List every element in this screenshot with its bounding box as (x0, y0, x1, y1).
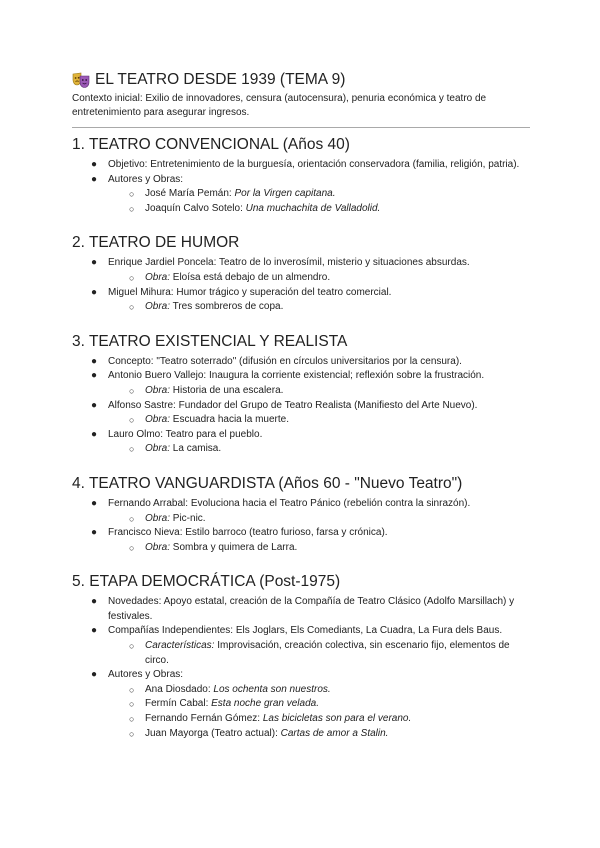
section-1-list (72, 158, 530, 216)
sub-list-item (108, 727, 530, 742)
sub-list-item (108, 384, 530, 399)
list-item (72, 428, 530, 457)
sublist (108, 271, 530, 286)
work-title: Las bicicletas son para el verano. (262, 713, 412, 725)
sublist (108, 683, 530, 741)
list-item (72, 497, 530, 526)
list-item (72, 286, 530, 315)
work-title: Una muchachita de Valladolid. (245, 202, 381, 214)
sub-list-item (108, 541, 530, 556)
bullet-disc: ● (91, 399, 98, 411)
work-text: Tres sombreros de copa. (170, 301, 284, 313)
section-3-heading: 3. TEATRO EXISTENCIAL Y REALISTA (72, 332, 348, 350)
bullet-circle: ○ (129, 684, 135, 695)
work-title: Los ochenta son nuestros. (213, 683, 331, 695)
sublist (108, 187, 530, 216)
work-label: Obra: (145, 541, 171, 553)
section-1-heading: 1. TEATRO CONVENCIONAL (Años 40) (72, 136, 350, 153)
bullet-circle: ○ (129, 302, 135, 313)
characteristics-label: Características: (145, 640, 215, 652)
list-item-text: Autores y Obras: (108, 173, 184, 185)
work-title: Cartas de amor a Stalin. (280, 727, 389, 739)
bullet-circle: ○ (129, 203, 135, 214)
sub-list-item (108, 271, 530, 286)
author-name: Ana Diosdado: (145, 683, 214, 695)
bullet-circle: ○ (129, 444, 135, 455)
bullet-circle: ○ (129, 272, 135, 283)
section-5-heading: 5. ETAPA DEMOCRÁTICA (Post-1975) (72, 573, 341, 591)
work-label: Obra: (145, 384, 171, 396)
sub-list-item (108, 187, 530, 202)
bullet-disc: ● (91, 286, 98, 298)
bullet-circle: ○ (129, 728, 135, 739)
document-title-text: EL TEATRO DESDE 1939 (TEMA 9) (95, 71, 346, 88)
list-item (72, 399, 530, 428)
bullet-disc: ● (91, 596, 98, 608)
list-item-text: Concepto: "Teatro soterrado" (difusión en círculos universitarios por la censura). (108, 355, 462, 367)
list-item (72, 158, 530, 173)
list-item-text: Novedades: Apoyo estatal, creación de la Compañía de Teatro Clásico (Adolfo Marsillach) y festivales. (108, 596, 515, 622)
work-text: Sombra y quimera de Larra. (170, 541, 298, 553)
sub-list-item (108, 639, 530, 668)
bullet-circle: ○ (129, 385, 135, 396)
bullet-disc: ● (91, 669, 98, 681)
divider (72, 127, 530, 128)
list-item (72, 355, 530, 370)
list-item (72, 173, 530, 217)
list-item (72, 624, 530, 668)
bullet-disc: ● (91, 159, 98, 170)
list-item-text: Alfonso Sastre: Fundador del Grupo de Teatro Realista (Manifiesto del Arte Nuevo). (108, 399, 478, 411)
list-item-text: Enrique Jardiel Poncela: Teatro de lo inverosímil, misterio y situaciones absurdas. (108, 257, 470, 269)
section-3-list (72, 355, 530, 457)
bullet-circle: ○ (129, 415, 135, 426)
author-name: Juan Mayorga (Teatro actual): (145, 727, 281, 739)
section-4-list (72, 497, 530, 555)
sublist (108, 512, 530, 527)
bullet-disc: ● (91, 527, 98, 539)
work-text: La camisa. (170, 443, 222, 455)
list-item (72, 256, 530, 285)
section-2-heading: 2. TEATRO DE HUMOR (72, 234, 240, 252)
sub-list-item (108, 712, 530, 727)
work-text: Pic-nic. (170, 512, 206, 524)
bullet-disc: ● (91, 428, 98, 440)
work-text: Escuadra hacia la muerte. (170, 414, 289, 426)
list-item (72, 369, 530, 398)
work-text: Historia de una escalera. (170, 384, 284, 396)
author-name: José María Pemán: (145, 188, 235, 200)
bullet-disc: ● (91, 173, 98, 185)
author-name: Fernando Fernán Gómez: (145, 713, 263, 725)
characteristics-text: Improvisación, creación colectiva, sin escenario fijo, elementos de circo. (145, 640, 510, 666)
bullet-circle: ○ (129, 641, 135, 652)
document-title (72, 70, 530, 90)
section-4-heading: 4. TEATRO VANGUARDISTA (Años 60 - "Nuevo Teatro") (72, 474, 463, 492)
sub-list-item (108, 683, 530, 698)
work-label: Obra: (145, 271, 171, 283)
bullet-disc: ● (91, 257, 98, 269)
list-item (72, 526, 530, 555)
sub-list-item (108, 442, 530, 457)
section-2-list (72, 256, 530, 314)
author-name: Joaquín Calvo Sotelo: (145, 202, 246, 214)
list-item-text: Autores y Obras: (108, 669, 184, 681)
bullet-circle: ○ (129, 542, 135, 553)
work-label: Obra: (145, 512, 171, 524)
sublist (108, 384, 530, 399)
work-label: Obra: (145, 301, 171, 313)
bullet-circle: ○ (129, 513, 135, 524)
bullet-circle: ○ (129, 699, 135, 710)
theater-masks-icon (72, 72, 90, 88)
sublist (108, 300, 530, 315)
sublist (108, 413, 530, 428)
work-title: Por la Virgen capitana. (234, 188, 336, 200)
sublist (108, 639, 530, 668)
list-item-text: Miguel Mihura: Humor trágico y superación del teatro comercial. (108, 286, 392, 298)
list-item (72, 668, 530, 741)
list-item-text: Lauro Olmo: Teatro para el pueblo. (108, 428, 263, 440)
list-item-text: Compañías Independientes: Els Joglars, Els Comediants, La Cuadra, La Fura dels Baus. (108, 625, 503, 637)
work-title: Esta noche gran velada. (211, 698, 319, 710)
work-label: Obra: (145, 443, 171, 455)
bullet-disc: ● (91, 625, 98, 637)
bullet-circle: ○ (129, 714, 135, 725)
sub-list-item (108, 202, 530, 217)
author-name: Fermín Cabal: (145, 698, 212, 710)
section-5-list (72, 595, 530, 741)
bullet-disc: ● (91, 355, 98, 367)
list-item-text: Fernando Arrabal: Evoluciona hacia el Teatro Pánico (rebelión contra la sinrazón). (108, 497, 471, 509)
sub-list-item (108, 697, 530, 712)
list-item-text: Francisco Nieva: Estilo barroco (teatro furioso, farsa y crónica). (108, 527, 388, 539)
sub-list-item (108, 413, 530, 428)
work-text: Eloísa está debajo de un almendro. (170, 271, 331, 283)
list-item-text: Antonio Buero Vallejo: Inaugura la corriente existencial; reflexión sobre la frustración. (108, 370, 485, 382)
sublist (108, 442, 530, 457)
list-item-text: Objetivo: Entretenimiento de la burguesía, orientación conservadora (familia, religión, patria). (108, 159, 520, 170)
sub-list-item (108, 300, 530, 315)
bullet-disc: ● (91, 497, 98, 509)
bullet-circle: ○ (129, 189, 135, 200)
work-label: Obra: (145, 414, 171, 426)
intro-paragraph: Contexto inicial: Exilio de innovadores, censura (autocensura), penuria económica y teatro de entretenimiento para asegurar ingresos. (72, 93, 487, 118)
sublist (108, 541, 530, 556)
sub-list-item (108, 512, 530, 527)
bullet-disc: ● (91, 370, 98, 382)
list-item (72, 595, 530, 624)
